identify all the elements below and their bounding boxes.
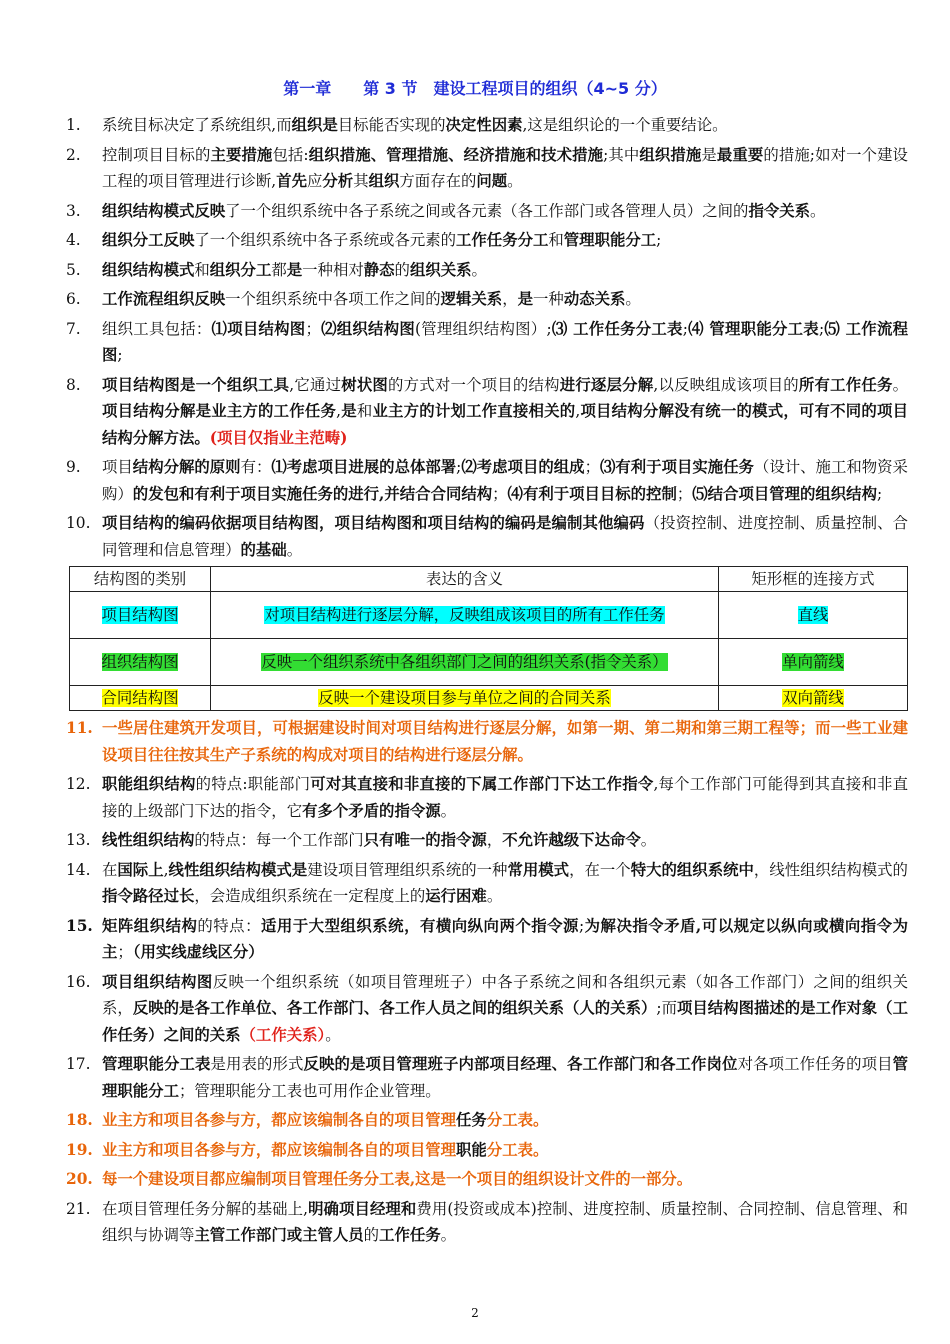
item-text: 线性组织结构的特点：每一个工作部门只有唯一的指令源，不允许越级下达命令。: [102, 831, 657, 849]
item-number: 17.: [66, 1055, 91, 1073]
table-cell-type: 项目结构图: [70, 592, 211, 639]
list-item: [66, 227, 908, 254]
item-text: 业主方和项目各参与方，都应该编制各自的项目管理任务分工表。: [102, 1111, 549, 1129]
table-row: [70, 686, 908, 711]
item-text: 工作流程组织反映一个组织系统中各项工作之间的逻辑关系，是一种动态关系。: [102, 290, 641, 308]
list-item: [66, 316, 908, 369]
item-number: 12.: [66, 775, 91, 793]
list-item: [66, 112, 908, 139]
table-cell-type: 合同结构图: [70, 686, 211, 711]
list-item: [66, 857, 908, 910]
list-item: [66, 913, 908, 966]
list-item: [66, 257, 908, 284]
table-cell-type: 组织结构图: [70, 639, 211, 686]
item-text: 在项目管理任务分解的基础上,明确项目经理和费用(投资或成本)控制、进度控制、质量控制、合同控制、信息管理、和组织与协调等主管工作部门或主管人员的工作任务。: [102, 1199, 908, 1244]
structure-chart-table: [69, 566, 908, 711]
table-cell-meaning: 对项目结构进行逐层分解，反映组成该项目的所有工作任务: [211, 592, 719, 639]
table-cell-meaning: 反映一个建设项目参与单位之间的合同关系: [211, 686, 719, 711]
item-number: 10.: [66, 514, 91, 532]
item-text: 一些居住建筑开发项目，可根据建设时间对项目结构进行逐层分解，如第一期、第二期和第三期工程等；而一些工业建设项目往往按其生产子系统的构成对项目的结构进行逐层分解。: [102, 719, 908, 764]
item-text: 职能组织结构的特点:职能部门可对其直接和非直接的下属工作部门下达工作指令,每个工作部门可能得到其直接和非直接的上级部门下达的指令，它有多个矛盾的指令源。: [102, 775, 908, 820]
item-text: 在国际上,线性组织结构模式是建设项目管理组织系统的一种常用模式，在一个特大的组织系统中，线性组织结构模式的指令路径过长，会造成组织系统在一定程度上的运行困难。: [102, 860, 908, 905]
item-number: 16.: [66, 972, 91, 991]
table-header-cell: 表达的含义: [211, 567, 719, 592]
item-number: 7.: [66, 319, 81, 338]
item-text: 项目结构的编码依据项目结构图，项目结构图和项目结构的编码是编制其他编码（投资控制、进度控制、质量控制、合同管理和信息管理）的基础。: [102, 514, 908, 559]
table-header-row: [70, 567, 908, 592]
list-item: [66, 1107, 908, 1134]
item-text: 组织分工反映了一个组织系统中各子系统或各元素的工作任务分工和管理职能分工;: [102, 231, 662, 249]
table-cell-meaning: 反映一个组织系统中各组织部门之间的组织关系(指令关系）: [211, 639, 719, 686]
item-number: 6.: [66, 290, 81, 308]
item-text: 组织工具包括：⑴项目结构图；⑵组织结构图(管理组织结构图）;⑶ 工作任务分工表;⑷ 管理职能分工表;⑸ 工作流程图;: [102, 319, 908, 364]
item-number: 11.: [66, 719, 93, 737]
item-number: 21.: [66, 1199, 91, 1218]
item-text: 矩阵组织结构的特点：适用于大型组织系统，有横向纵向两个指令源;为解决指令矛盾,可以规定以纵向或横向指令为主；（用实线虚线区分）: [102, 916, 908, 961]
item-text: 组织结构模式反映了一个组织系统中各子系统之间或各元素（各工作部门或各管理人员）之间的指令关系。: [102, 201, 826, 220]
list-item: [66, 454, 908, 507]
item-number: 5.: [66, 260, 81, 279]
list-item: [66, 372, 908, 452]
item-text: 项目结构分解的原则有：⑴考虑项目进展的总体部署;⑵考虑项目的组成；⑶有利于项目实施任务（设计、施工和物资采购）的发包和有利于项目实施任务的进行,并结合合同结构；⑷有利于项目目标的控制；⑸结合项目管理的组织结构;: [102, 458, 908, 503]
item-text: 项目结构图是一个组织工具,它通过树状图的方式对一个项目的结构进行逐层分解,以反映组成该项目的所有工作任务。项目结构分解是业主方的工作任务,是和业主方的计划工作直接相关的,项目结构分解没有统一的模式，可有不同的项目结构分解方法。(项目仅指业主范畴): [102, 375, 908, 447]
list-item: [66, 715, 908, 768]
item-number: 13.: [66, 831, 91, 849]
list-item: [66, 969, 908, 1049]
page-number: 2: [471, 1306, 479, 1320]
item-number: 14.: [66, 860, 91, 879]
point-list: [66, 112, 908, 1252]
item-text: 每一个建设项目都应编制项目管理任务分工表,这是一个项目的组织设计文件的一部分。: [102, 1170, 693, 1188]
table-cell-connection: 直线: [719, 592, 908, 639]
list-item: [66, 510, 908, 563]
item-text: 管理职能分工表是用表的形式反映的是项目管理班子内部项目经理、各工作部门和各工作岗位对各项工作任务的项目管理职能分工；管理职能分工表也可用作企业管理。: [102, 1055, 908, 1100]
item-text: 系统目标决定了系统组织,而组织是目标能否实现的决定性因素,这是组织论的一个重要结论。: [102, 116, 728, 134]
list-item: [66, 198, 908, 225]
table-cell-connection: 双向箭线: [719, 686, 908, 711]
item-text: 控制项目目标的主要措施包括:组织措施、管理措施、经济措施和技术措施;其中组织措施是最重要的措施;如对一个建设工程的项目管理进行诊断,首先应分析其组织方面存在的问题。: [102, 145, 908, 190]
item-number: 8.: [66, 375, 81, 394]
item-number: 19.: [66, 1140, 93, 1159]
table-header-cell: 结构图的类别: [70, 567, 211, 592]
list-item: [66, 1051, 908, 1104]
item-number: 3.: [66, 201, 81, 220]
list-item: [66, 1196, 908, 1249]
table-row: [70, 592, 908, 639]
item-number: 18.: [66, 1111, 93, 1129]
list-item: [66, 142, 908, 195]
item-number: 9.: [66, 458, 81, 476]
list-item: [66, 771, 908, 824]
list-item: [66, 827, 908, 854]
item-number: 4.: [66, 231, 81, 249]
item-number: 1.: [66, 116, 81, 134]
table-row: [70, 639, 908, 686]
table-cell-connection: 单向箭线: [719, 639, 908, 686]
list-item: [66, 1166, 908, 1193]
item-number: 2.: [66, 145, 81, 164]
list-item: [66, 286, 908, 313]
table-header-cell: 矩形框的连接方式: [719, 567, 908, 592]
item-text: 业主方和项目各参与方，都应该编制各自的项目管理职能分工表。: [102, 1140, 549, 1159]
item-number: 15.: [66, 916, 93, 935]
page-title: 第一章 第 3 节 建设工程项目的组织（4~5 分）: [283, 79, 667, 98]
item-text: 项目组织结构图反映一个组织系统（如项目管理班子）中各子系统之间和各组织元素（如各工作部门）之间的组织关系，反映的是各工作单位、各工作部门、各工作人员之间的组织关系（人的关系）;而项目结构图描述的是工作对象（工作任务）之间的关系（工作关系）。: [102, 972, 908, 1044]
item-number: 20.: [66, 1170, 93, 1188]
item-text: 组织结构模式和组织分工都是一种相对静态的组织关系。: [102, 260, 487, 279]
list-item: [66, 1137, 908, 1164]
